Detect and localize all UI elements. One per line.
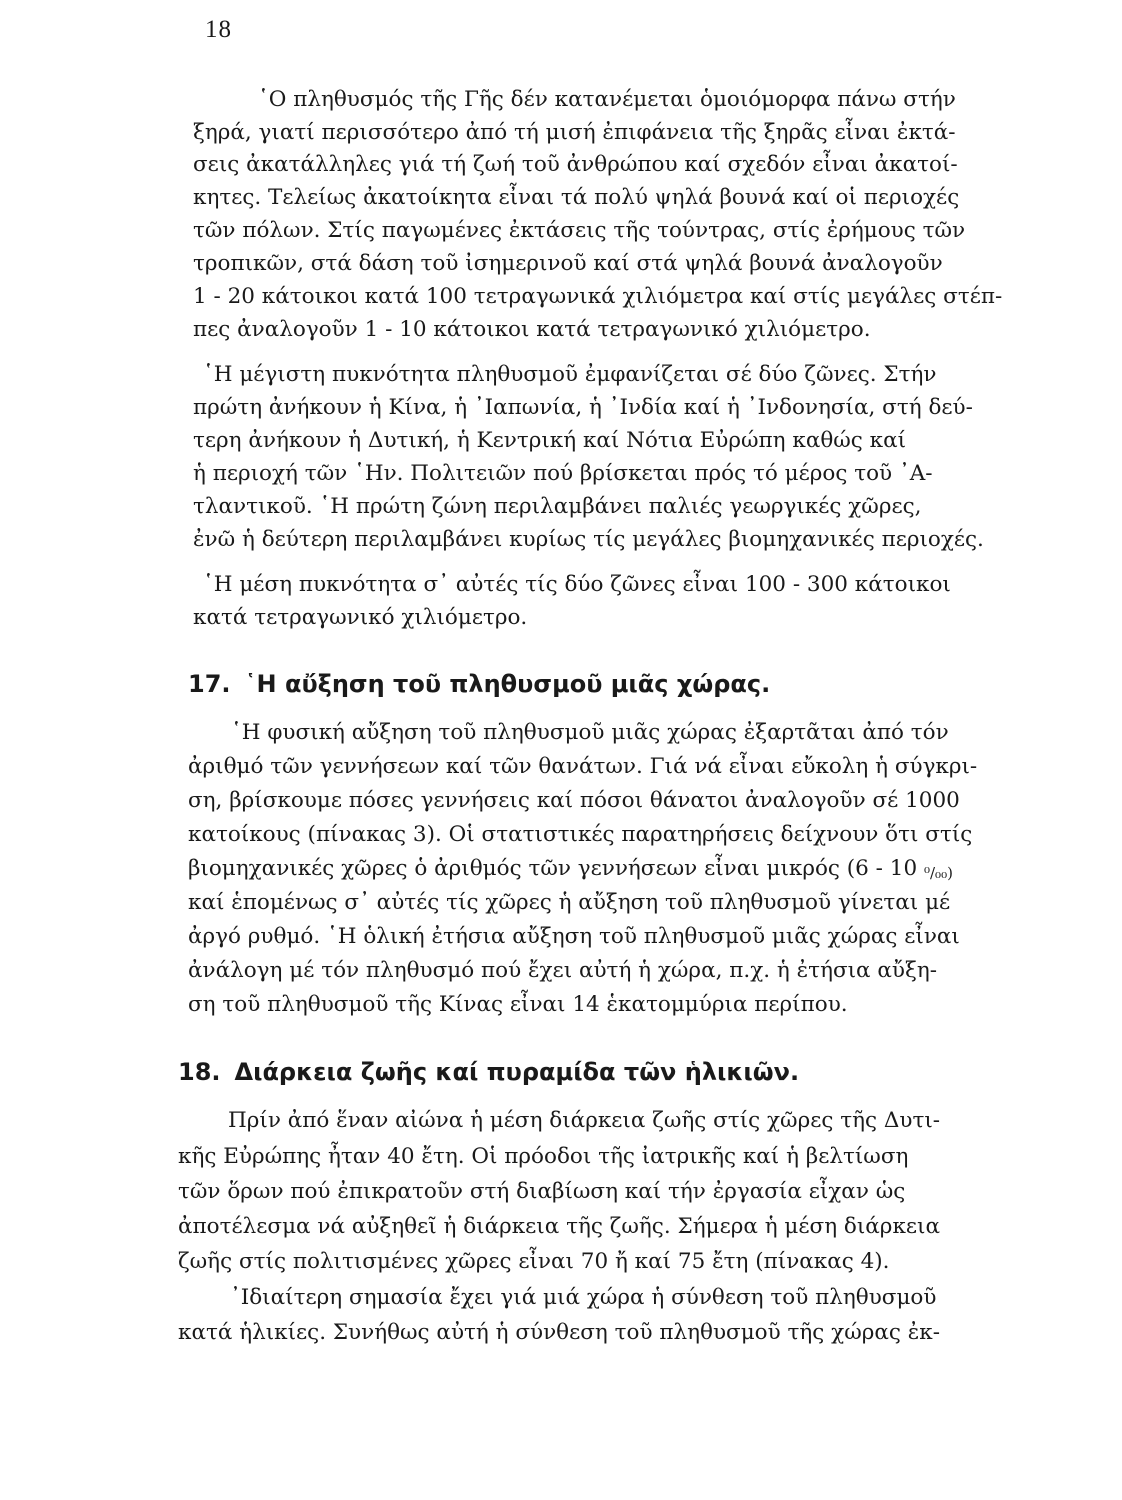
- paragraph-line: καί ἑπομένως σ᾿ αὐτές τίς χῶρες ἡ αὔξηση τοῦ πληθυσμοῦ γίνεται μέ: [188, 890, 951, 915]
- paragraph-line: ἀριθμό τῶν γεννήσεων καί τῶν θανάτων. Γιά νά εἶναι εὔκολη ἡ σύγκρι-: [188, 754, 978, 779]
- paragraph-line: [188, 854, 953, 888]
- section-heading: [188, 668, 770, 700]
- section-heading: [178, 1056, 799, 1088]
- paragraph-line-text: βιομηχανικές χῶρες ὁ ἀριθμός τῶν γεννήσεων εἶναι μικρός (6 - 10: [188, 856, 924, 881]
- page-number: 18: [205, 16, 232, 43]
- paragraph-line: ἀνάλογη μέ τόν πληθυσμό πού ἔχει αὐτή ἡ χώρα, π.χ. ἡ ἐτήσια αὔξη-: [188, 958, 937, 983]
- paragraph-line: κατά τετραγωνικό χιλιόμετρο.: [193, 605, 528, 630]
- paragraph-line: ἡ περιοχή τῶν ῾Ην. Πολιτειῶν πού βρίσκεται πρός τό μέρος τοῦ ᾿Α-: [193, 461, 933, 486]
- paragraph-line: ῾Η μέγιστη πυκνότητα πληθυσμοῦ ἐμφανίζεται σέ δύο ζῶνες. Στήν: [203, 362, 937, 387]
- paragraph-line: πρώτη ἀνήκουν ἡ Κίνα, ἡ ᾿Ιαπωνία, ἡ ᾿Ινδία καί ἡ ᾿Ινδονησία, στή δεύ-: [193, 395, 973, 420]
- paragraph-line: ση, βρίσκουμε πόσες γεννήσεις καί πόσοι θάνατοι ἀναλογοῦν σέ 1000: [188, 788, 960, 813]
- paragraph-line: τροπικῶν, στά δάση τοῦ ἰσημερινοῦ καί στά ψηλά βουνά ἀναλογοῦν: [193, 251, 943, 276]
- paragraph-line: ξηρά, γιατί περισσότερο ἀπό τή μισή ἐπιφάνεια τῆς ξηρᾶς εἶναι ἐκτά-: [193, 120, 956, 145]
- paragraph-line: ζωῆς στίς πολιτισμένες χῶρες εἶναι 70 ἤ καί 75 ἔτη (πίνακας 4).: [178, 1249, 890, 1274]
- paragraph-line: 1 - 20 κάτοικοι κατά 100 τετραγωνικά χιλιόμετρα καί στίς μεγάλες στέπ-: [193, 284, 1003, 309]
- paragraph-line: ἐνῶ ἡ δεύτερη περιλαμβάνει κυρίως τίς μεγάλες βιομηχανικές περιοχές.: [193, 527, 984, 552]
- paragraph-line: τλαντικοῦ. ῾Η πρώτη ζώνη περιλαμβάνει παλιές γεωργικές χῶρες,: [193, 494, 922, 519]
- section-title: Διάρκεια ζωῆς καί πυραμίδα τῶν ἡλικιῶν.: [234, 1058, 800, 1086]
- paragraph-line: ἀργό ρυθμό. ῾Η ὁλική ἐτήσια αὔξηση τοῦ πληθυσμοῦ μιᾶς χώρας εἶναι: [188, 924, 960, 949]
- paragraph-line: κῆς Εὐρώπης ἦταν 40 ἔτη. Οἱ πρόοδοι τῆς ἰατρικῆς καί ἡ βελτίωση: [178, 1144, 909, 1169]
- paragraph-line: ση τοῦ πληθυσμοῦ τῆς Κίνας εἶναι 14 ἑκατομμύρια περίπου.: [188, 992, 848, 1017]
- section-number: 18.: [178, 1058, 221, 1086]
- section-title: ῾Η αὔξηση τοῦ πληθυσμοῦ μιᾶς χώρας.: [244, 670, 771, 698]
- paragraph-line: τερη ἀνήκουν ἡ Δυτική, ἡ Κεντρική καί Νότια Εὐρώπη καθώς καί: [193, 428, 907, 453]
- paragraph-line: Πρίν ἀπό ἕναν αἰώνα ἡ μέση διάρκεια ζωῆς στίς χῶρες τῆς Δυτι-: [228, 1108, 941, 1133]
- paragraph-line: ἀποτέλεσμα νά αὐξηθεῖ ἡ διάρκεια τῆς ζωῆς. Σήμερα ἡ μέση διάρκεια: [178, 1214, 940, 1239]
- paragraph-line: κατοίκους (πίνακας 3). Οἱ στατιστικές παρατηρήσεις δείχνουν ὅτι στίς: [188, 822, 973, 847]
- paragraph-line: ῾Η φυσική αὔξηση τοῦ πληθυσμοῦ μιᾶς χώρας ἐξαρτᾶται ἀπό τόν: [231, 720, 949, 745]
- paragraph-line: κατά ἡλικίες. Συνήθως αὐτή ἡ σύνθεση τοῦ πληθυσμοῦ τῆς χώρας ἐκ-: [178, 1320, 941, 1345]
- paragraph-line: τῶν ὅρων πού ἐπικρατοῦν στή διαβίωση καί τήν ἐργασία εἶχαν ὡς: [178, 1179, 906, 1204]
- paragraph-line: ῾Η μέση πυκνότητα σ᾿ αὐτές τίς δύο ζῶνες εἶναι 100 - 300 κάτοικοι: [203, 572, 951, 597]
- section-number: 17.: [188, 670, 231, 698]
- paragraph-line: κητες. Τελείως ἀκατοίκητα εἶναι τά πολύ ψηλά βουνά καί οἱ περιοχές: [193, 185, 960, 210]
- paragraph-line: σεις ἀκατάλληλες γιά τή ζωή τοῦ ἀνθρώπου καί σχεδόν εἶναι ἀκατοί-: [193, 152, 958, 177]
- paragraph-line: ῾Ο πληθυσμός τῆς Γῆς δέν κατανέμεται ὁμοιόμορφα πάνω στήν: [258, 87, 956, 112]
- permille-sign: ⁰/₀₀): [923, 864, 953, 882]
- paragraph-line: πες ἀναλογοῦν 1 - 10 κάτοικοι κατά τετραγωνικό χιλιόμετρο.: [193, 317, 871, 342]
- paragraph-line: τῶν πόλων. Στίς παγωμένες ἐκτάσεις τῆς τούντρας, στίς ἐρήμους τῶν: [193, 218, 966, 243]
- paragraph-line: ᾿Ιδιαίτερη σημασία ἔχει γιά μιά χώρα ἡ σύνθεση τοῦ πληθυσμοῦ: [230, 1285, 937, 1310]
